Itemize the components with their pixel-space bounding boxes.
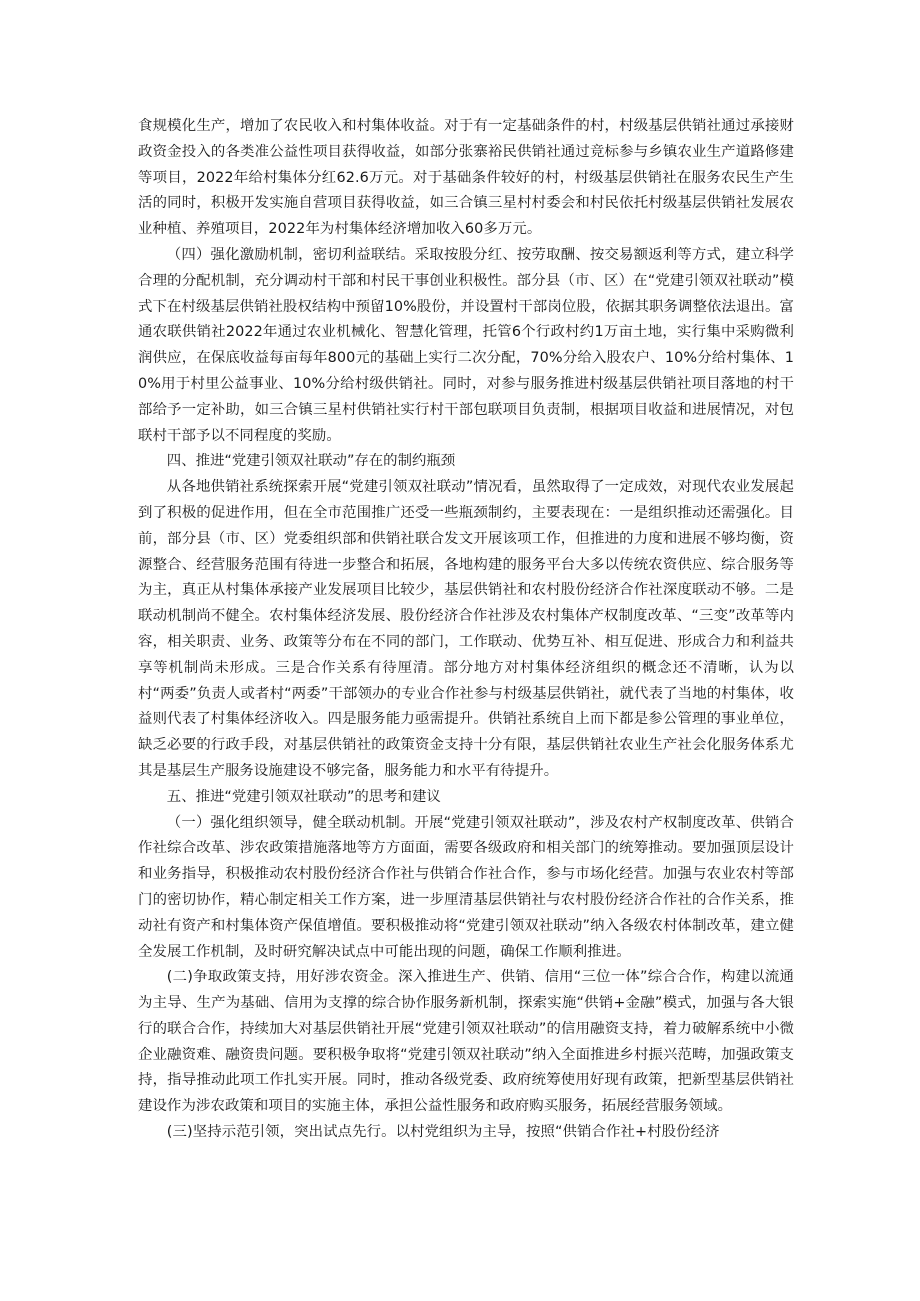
section-heading-5: 五、推进“党建引领双社联动”的思考和建议 bbox=[166, 788, 441, 805]
paragraph-policy-support: (二)争取政策支持，用好涉农资金。深入推进生产、供销、信用“三位一体”综合合作，构建以流通为主导、生产为基础、信用为支撑的综合协作服务新机制，探索实施“供销+金融”模式，加强与各大银行的联合合作，持续加大对基层供销社开展“党建引领双社联动”的信用融资支持，着力破解系统中小微企业融资难、融资贵问题。要积极争取将“党建引领双社联动”纳入全面推进乡村振兴范畴，加强政策支持，指导推动此项工作扎实开展。同时，推动各级党委、政府统筹使用好现有政策，把新型基层供销社建设作为涉农政策和项目的实施主体，承担公益性服务和政府购买服务，拓展经营服务领域。 bbox=[138, 969, 794, 1115]
paragraph-demonstration: (三)坚持示范引领，突出试点先行。以村党组织为主导，按照“供销合作社+村股份经济 bbox=[166, 1124, 720, 1141]
document-page bbox=[138, 114, 794, 1146]
paragraph-bottlenecks: 从各地供销社系统探索开展“党建引领双社联动”情况看，虽然取得了一定成效，对现代农业发展起到了积极的促进作用，但在全市范围推广还受一些瓶颈制约，主要表现在：一是组织推动还需强化。目前，部分县（市、区）党委组织部和供销社联合发文开展该项工作，但推进的力度和进展不够均衡，资源整合、经营服务范围有待进一步整合和拓展，各地构建的服务平台大多以传统农资供应、综合服务等为主，真正从村集体承接产业发展项目比较少，基层供销社和农村股份经济合作社深度联动不够。二是联动机制尚不健全。农村集体经济发展、股份经济合作社涉及农村集体产权制度改革、“三变”改革等内容，相关职责、业务、政策等分布在不同的部门，工作联动、优势互补、相互促进、形成合力和利益共享等机制尚未形成。三是合作关系有待厘清。部分地方对村集体经济组织的概念还不清晰，认为以村“两委”负责人或者村“两委”干部领办的专业合作社参与村级基层供销社，就代表了当地的村集体，收益则代表了村集体经济收入。四是服务能力亟需提升。供销社系统自上而下都是参公管理的事业单位，缺乏必要的行政手段，对基层供销社的政策资金支持十分有限，基层供销社农业生产社会化服务体系尤其是基层生产服务设施建设不够完备，服务能力和水平有待提升。 bbox=[138, 479, 794, 779]
section-heading-4: 四、推进“党建引领双社联动”存在的制约瓶颈 bbox=[166, 453, 456, 470]
paragraph-continuation: 食规模化生产，增加了农民收入和村集体收益。对于有一定基础条件的村，村级基层供销社通过承接财政资金投入的各类准公益性项目获得收益，如部分张寨裕民供销社通过竞标参与乡镇农业生产道路修建等项目，2022年给村集体分红62.6万元。对于基础条件较好的村，村级基层供销社在服务农民生产生活的同时，积极开发实施自营项目获得收益，如三合镇三星村村委会和村民依托村级基层供销社发展农业种植、养殖项目，2022年为村集体经济增加收入60多万元。 bbox=[138, 118, 794, 238]
paragraph-incentive-mechanism: （四）强化激励机制，密切利益联结。采取按股分红、按劳取酬、按交易额返利等方式，建立科学合理的分配机制，充分调动村干部和村民干事创业积极性。部分县（市、区）在“党建引领双社联动”模式下在村级基层供销社股权结构中预留10%股份，并设置村干部岗位股，依据其职务调整依法退出。富通农联供销社2022年通过农业机械化、智慧化管理，托管6个行政村约1万亩土地，实行集中采购微利润供应，在保底收益每亩每年800元的基础上实行二次分配，70%分给入股农户、10%分给村集体、10%用于村里公益事业、10%分给村级供销社。同时，对参与服务推进村级基层供销社项目落地的村干部给予一定补助，如三合镇三星村供销社实行村干部包联项目负责制，根据项目收益和进展情况，对包联村干部予以不同程度的奖励。 bbox=[138, 246, 794, 444]
paragraph-organization-leadership: （一）强化组织领导，健全联动机制。开展“党建引领双社联动”，涉及农村产权制度改革、供销合作社综合改革、涉农政策措施落地等方方面面，需要各级政府和相关部门的统筹推动。要加强顶层设计和业务指导，积极推动农村股份经济合作社与供销合作社合作，参与市场化经营。加强与农业农村等部门的密切协作，精心制定相关工作方案，进一步厘清基层供销社与农村股份经济合作社的合作关系，推动社有资产和村集体资产保值增值。要积极推动将“党建引领双社联动”纳入各级农村体制改革，建立健全发展工作机制，及时研究解决试点中可能出现的问题，确保工作顺利推进。 bbox=[138, 814, 794, 960]
